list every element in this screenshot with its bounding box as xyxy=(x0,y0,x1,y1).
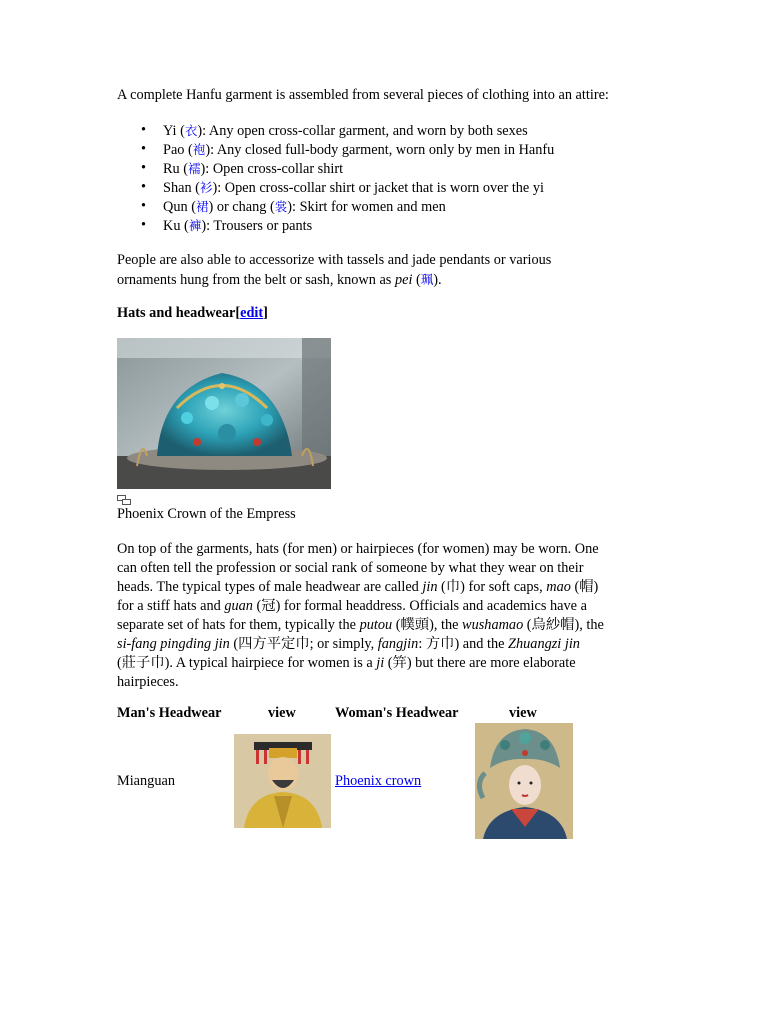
section-title: Hats and headwear xyxy=(117,305,236,321)
phoenix-crown-portrait-image xyxy=(475,723,573,839)
term: si-fang pingding jin xyxy=(117,636,230,652)
text-line: heads. The typical types of male headwear are called xyxy=(117,579,423,595)
char-link[interactable]: 珮 xyxy=(420,272,434,287)
bullet: • xyxy=(141,122,147,138)
char-link[interactable]: 襦 xyxy=(188,161,201,176)
term: wushamao xyxy=(462,617,524,633)
term: Zhuangzi jin xyxy=(508,636,580,652)
accessories-line2-end: ). xyxy=(433,272,442,288)
text-line: : 方巾) and the xyxy=(418,636,509,652)
text-line: separate set of hats for them, typically the xyxy=(117,617,360,633)
garment-list xyxy=(117,121,554,235)
text-line: for a stiff hats and xyxy=(117,598,225,614)
text-line: On top of the garments, hats (for men) or hairpieces (for women) may be worn. One xyxy=(117,541,599,557)
term: ji xyxy=(376,655,385,671)
bullet: • xyxy=(141,179,147,195)
emperor-portrait xyxy=(234,734,331,828)
phoenix-crown-image xyxy=(117,338,331,489)
item-desc: ): Any open cross-collar garment, and worn by both sexes xyxy=(197,123,528,139)
figure-caption: Phoenix Crown of the Empress xyxy=(117,506,296,522)
list-item: • Pao (袍): Any closed full-body garment, worn only by men in Hanfu xyxy=(141,141,555,158)
item-name: Ru xyxy=(163,161,180,177)
list-item: • Shan (衫): Open cross-collar shirt or jacket that is worn over the yi xyxy=(141,179,544,196)
phoenix-crown-cell xyxy=(335,772,421,791)
list-item: • Yi (衣): Any open cross-collar garment, and worn by both sexes xyxy=(141,122,528,139)
bullet: • xyxy=(141,198,147,214)
item-desc: ): Any closed full-body garment, worn only by men in Hanfu xyxy=(205,142,555,158)
bullet: • xyxy=(141,217,147,233)
text-line: (冠) for formal headdress. Officials and academics have a xyxy=(252,598,587,614)
term: guan xyxy=(224,598,253,614)
headwear-paragraph xyxy=(117,540,657,692)
text-line: (烏紗帽), the xyxy=(523,617,604,633)
text-line: (笄) but there are more elaborate xyxy=(384,655,576,671)
empress-portrait xyxy=(475,723,573,839)
item-name: Pao xyxy=(163,142,185,158)
char-link[interactable]: 褲 xyxy=(188,218,202,233)
term: jin xyxy=(422,579,438,595)
enlarge-icon[interactable] xyxy=(117,495,131,505)
term: putou xyxy=(359,617,393,633)
table-header-man: Man's Headwear xyxy=(117,705,222,721)
item-mid: ) or chang ( xyxy=(208,199,275,215)
section-heading: Hats and headwear[edit] xyxy=(117,305,268,321)
item-desc: ): Skirt for women and men xyxy=(287,199,446,215)
text-line: (莊子巾). A typical hairpiece for women is a xyxy=(117,655,377,671)
item-desc: ): Trousers or pants xyxy=(201,218,313,234)
list-item: • Qun (裙) or chang (裳): Skirt for women and men xyxy=(141,198,446,215)
table-cell-mianguan: Mianguan xyxy=(117,773,175,789)
phoenix-crown-link[interactable]: Phoenix crown xyxy=(335,773,422,789)
char-link[interactable]: 袍 xyxy=(192,142,206,157)
table-header-view: view xyxy=(268,705,296,721)
pei-term: pei xyxy=(394,272,413,288)
char-link[interactable]: 衣 xyxy=(184,123,198,138)
char-link[interactable]: 裳 xyxy=(274,199,288,214)
item-name: Ku xyxy=(163,218,181,234)
item-name: Yi xyxy=(163,123,177,139)
text-line: hairpieces. xyxy=(117,674,179,690)
mianguan-image xyxy=(234,734,331,828)
char-link[interactable]: 衫 xyxy=(199,180,213,195)
term: mao xyxy=(546,579,571,595)
list-item: • Ku (褲): Trousers or pants xyxy=(141,217,313,234)
table-header-woman: Woman's Headwear xyxy=(335,705,459,721)
accessories-line1: People are also able to accessorize with tassels and jade pendants or various xyxy=(117,252,552,268)
intro-text: A complete Hanfu garment is assembled from several pieces of clothing into an attire: xyxy=(117,87,609,103)
item-desc: ): Open cross-collar shirt xyxy=(200,161,344,177)
phoenix-crown-photo xyxy=(117,338,331,489)
term: fangjin xyxy=(377,636,419,652)
item-desc: ): Open cross-collar shirt or jacket that is worn over the yi xyxy=(212,180,544,196)
text-line: (巾) for soft caps, xyxy=(437,579,547,595)
table-header-view: view xyxy=(509,705,537,721)
accessories-paragraph: People are also able to accessorize with tassels and jade pendants or various ornaments hung from the belt or sash, known as pei (珮). xyxy=(117,252,552,288)
item-name: Qun xyxy=(163,199,188,215)
text-line: (四方平定巾; or simply, xyxy=(229,636,378,652)
text-line: (幞頭), the xyxy=(392,617,463,633)
char-link[interactable]: 裙 xyxy=(195,199,209,214)
bullet: • xyxy=(141,160,147,176)
bullet: • xyxy=(141,141,147,157)
edit-link[interactable]: edit xyxy=(240,305,264,321)
list-item: • Ru (襦): Open cross-collar shirt xyxy=(141,160,344,177)
text-line: (帽) xyxy=(570,579,599,595)
accessories-line2: ornaments hung from the belt or sash, known as xyxy=(117,272,395,288)
item-name: Shan xyxy=(163,180,192,196)
text-line: can often tell the profession or social rank of someone by what they wear on their xyxy=(117,560,584,576)
